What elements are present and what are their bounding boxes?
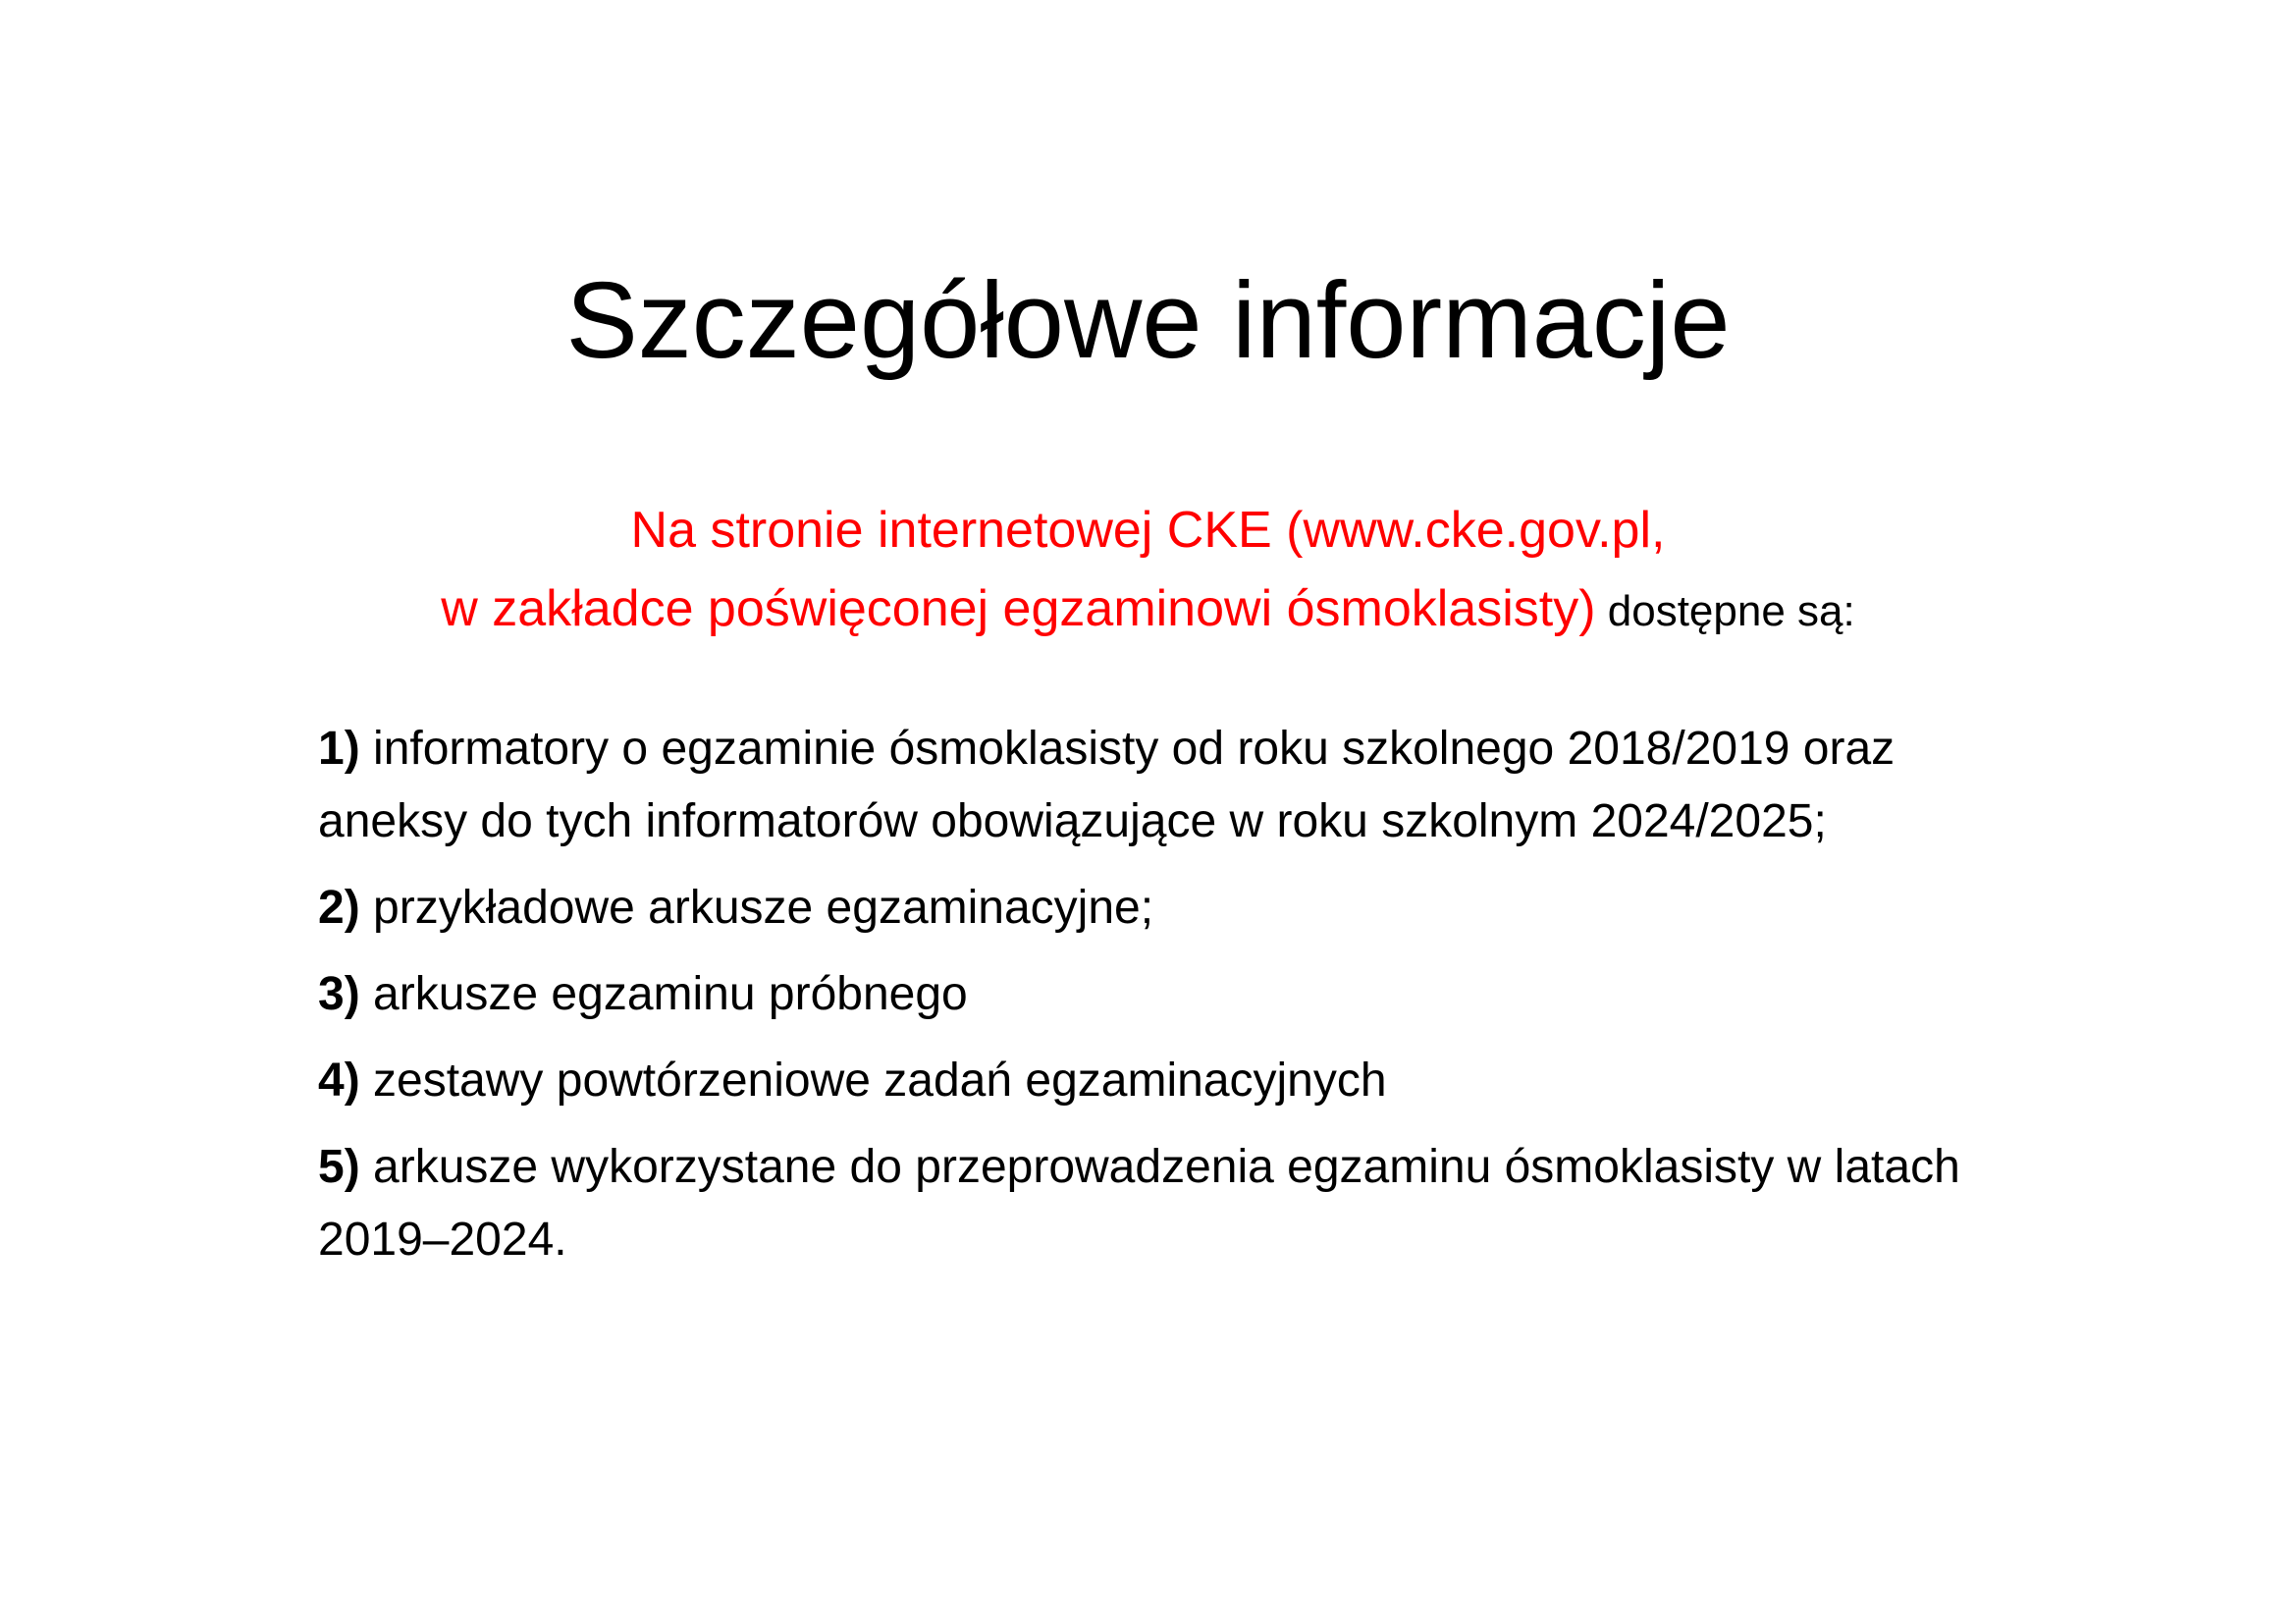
list-item bbox=[318, 713, 2006, 858]
list-item-number: 4) bbox=[318, 1055, 360, 1107]
intro-line2-suffix: dostępne są: bbox=[1595, 587, 1855, 635]
list-item-text: zestawy powtórzeniowe zadań egzaminacyjnych bbox=[359, 1055, 1387, 1107]
list-item-text: przykładowe arkusze egzaminacyjne; bbox=[359, 882, 1154, 934]
intro-paragraph bbox=[0, 491, 2296, 651]
resource-list bbox=[318, 713, 2006, 1290]
list-item bbox=[318, 872, 2006, 945]
list-item bbox=[318, 1045, 2006, 1117]
list-item-text: informatory o egzaminie ósmoklasisty od roku szkolnego 2018/2019 oraz aneksy do tych informatorów obowiązujące w roku szkolnym 2024/2025; bbox=[318, 723, 1896, 847]
list-item-text: arkusze egzaminu próbnego bbox=[359, 968, 968, 1020]
list-item-number: 3) bbox=[318, 968, 360, 1020]
intro-line1: Na stronie internetowej CKE (www.cke.gov.pl, bbox=[630, 502, 1666, 559]
list-item-number: 2) bbox=[318, 882, 360, 934]
list-item bbox=[318, 958, 2006, 1031]
slide-title: Szczegółowe informacje bbox=[565, 260, 1731, 381]
list-item-number: 1) bbox=[318, 723, 360, 775]
list-item-text: arkusze wykorzystane do przeprowadzenia egzaminu ósmoklasisty w latach 2019–2024. bbox=[318, 1141, 1960, 1266]
list-item bbox=[318, 1131, 2006, 1276]
list-item-number: 5) bbox=[318, 1141, 360, 1193]
intro-line2: w zakładce poświęconej egzaminowi ósmoklasisty) bbox=[441, 580, 1596, 637]
